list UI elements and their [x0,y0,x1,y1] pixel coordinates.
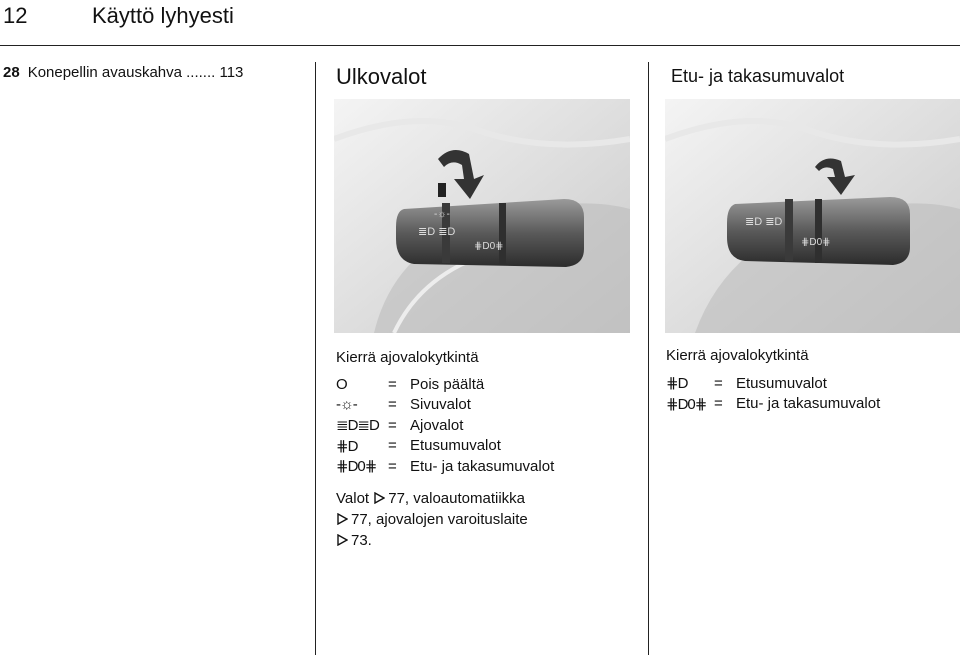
front-rear-fog-icon: ⋕D0⋕ [336,458,377,476]
front-rear-fog-icon: ⋕D0⋕ [666,395,707,413]
legend-label: Etusumuvalot [736,374,827,392]
off-icon: O [336,375,347,393]
page-reference-arrow-icon [373,492,385,504]
legend-equals: = [714,395,723,413]
toc-entry[interactable] [3,64,243,81]
svg-text:≣D ≣D: ≣D ≣D [745,216,783,228]
svg-text:⋕D0⋕: ⋕D0⋕ [801,237,831,248]
cross-references [336,488,528,551]
legend-label: Etu- ja takasumuvalot [736,395,881,413]
front-fog-icon: ⋕D [336,437,358,455]
legend-row [666,394,880,415]
light-switch-illustration [334,99,630,333]
toc-entry-number: 28 [3,64,20,81]
sidelights-icon: -☼- [336,396,357,414]
headlights-icon: ≣D≣D [336,417,379,435]
legend-label: Etusumuvalot [410,437,501,455]
section-title-fog-lights: Etu- ja takasumuvalot [671,66,845,86]
toc-entry-text: Konepellin avauskahva ....... 113 [27,64,244,81]
ref-link[interactable]: 73. [351,532,372,549]
legend-equals: = [388,375,397,393]
column-divider-right [648,62,649,655]
page-header [0,0,960,46]
legend-row [336,436,554,457]
legend-label: Sivuvalot [410,396,471,414]
page-number: 12 [3,3,28,28]
header-divider [0,45,960,46]
legend-row [336,456,554,477]
page-reference-arrow-icon [336,513,348,525]
section-title-exterior-lights: Ulkovalot [336,64,427,89]
legend-row [666,373,880,394]
legend-equals: = [714,374,723,392]
legend-equals: = [388,416,397,434]
legend-row [336,395,554,416]
ref-link[interactable]: 77, valoautomatiikka [388,490,525,507]
legend-label: Pois päältä [410,375,485,393]
column-divider-left [315,62,316,655]
middle-caption: Kierrä ajovalokytkintä [336,349,479,366]
svg-text:⋕D0⋕: ⋕D0⋕ [474,241,504,252]
middle-legend [336,374,554,477]
ref-link[interactable]: 77, ajovalojen varoituslaite [351,511,528,528]
ref-lead-text: Valot [336,490,370,507]
legend-row [336,415,554,436]
svg-text:-☼-: -☼- [434,209,450,220]
ref-line-1 [336,488,528,509]
right-caption: Kierrä ajovalokytkintä [666,347,809,364]
legend-label: Ajovalot [410,416,464,434]
page-title: Käyttö lyhyesti [92,3,234,28]
legend-equals: = [388,457,397,475]
legend-equals: = [388,396,397,414]
legend-row [336,374,554,395]
ref-line-3 [336,530,528,551]
ref-line-2 [336,509,528,530]
right-legend [666,373,880,414]
fog-light-switch-illustration [665,99,960,333]
page-reference-arrow-icon [336,534,348,546]
front-fog-icon: ⋕D [666,375,688,393]
legend-equals: = [388,437,397,455]
svg-text:≣D ≣D: ≣D ≣D [418,226,456,238]
legend-label: Etu- ja takasumuvalot [410,457,555,475]
